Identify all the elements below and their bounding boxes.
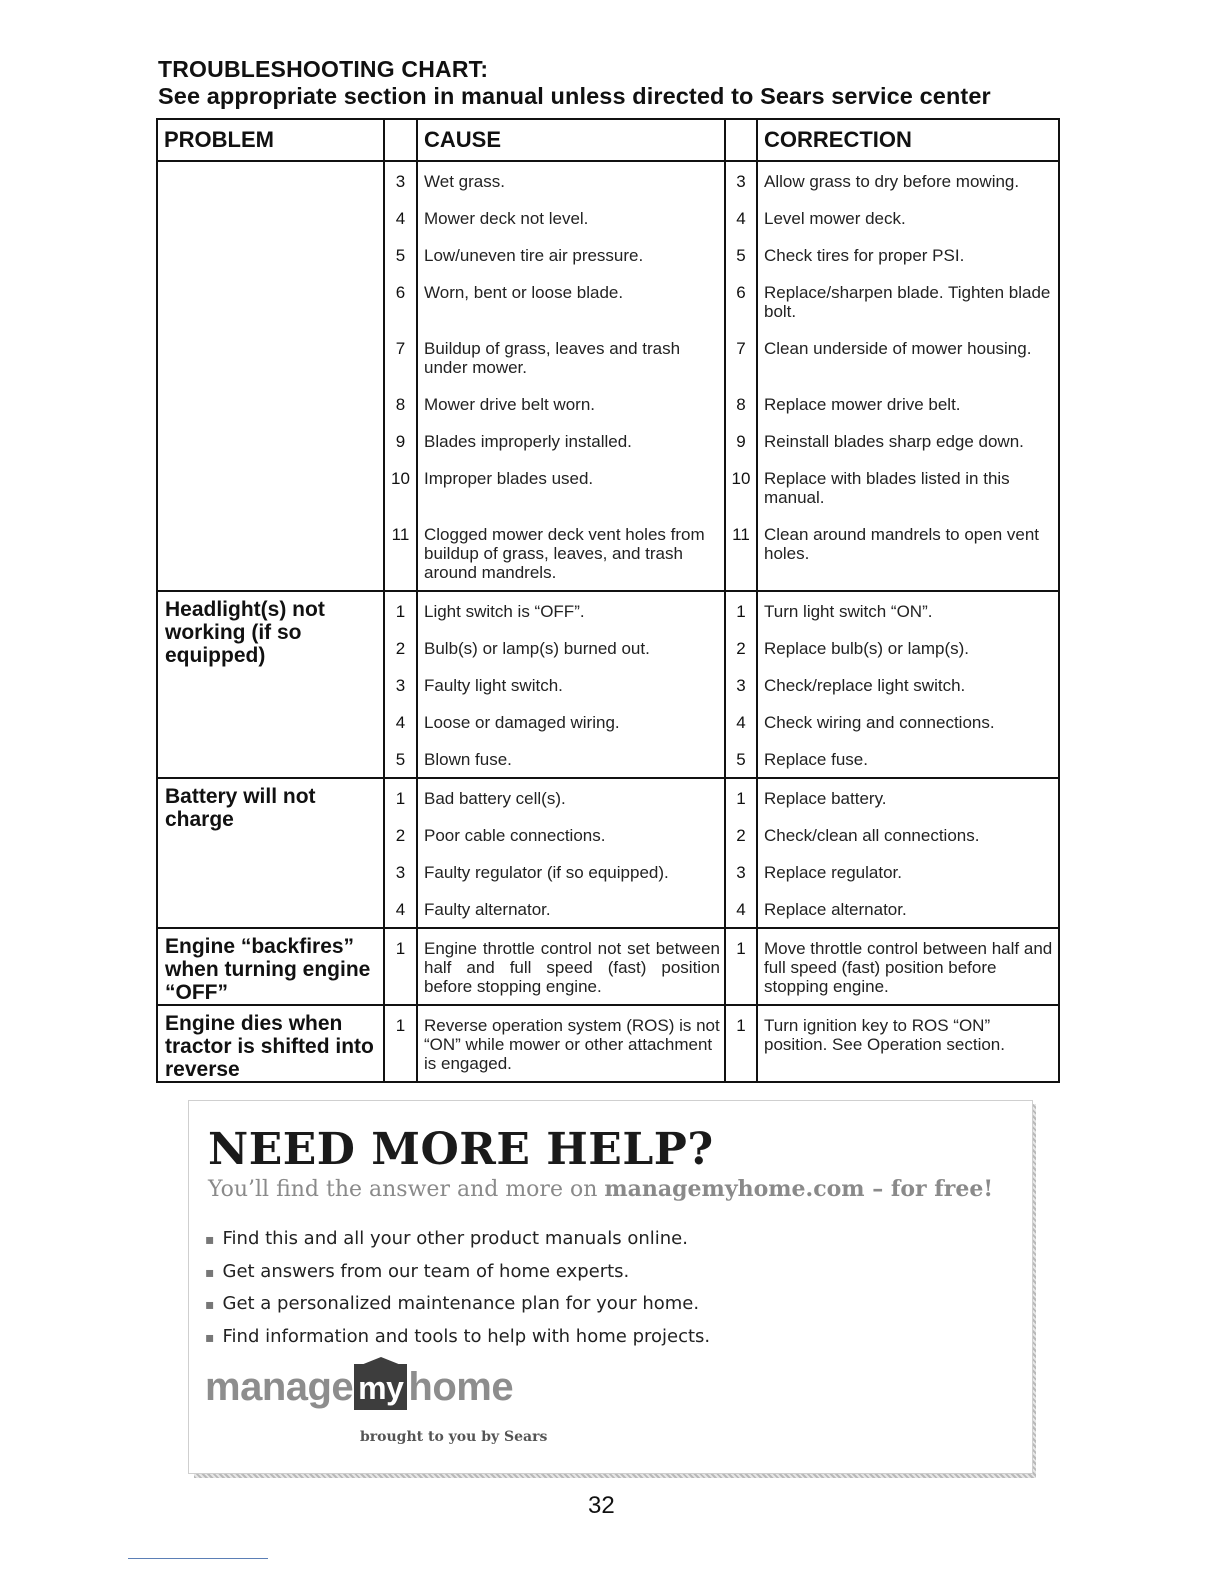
problem-cell: Engine “backfires” when turning engine “OFF”	[157, 928, 384, 1005]
cause-number: 1	[384, 1005, 417, 1082]
correction-text: Check/replace light switch.	[757, 666, 1059, 703]
cause-text: Blades improperly installed.	[417, 422, 725, 459]
cause-number: 7	[384, 329, 417, 385]
header-cause: CAUSE	[417, 119, 725, 161]
correction-text: Replace with blades listed in this manual.	[757, 459, 1059, 515]
correction-text: Replace/sharpen blade. Tighten blade bolt.	[757, 273, 1059, 329]
correction-text: Replace regulator.	[757, 853, 1059, 890]
cause-number: 4	[384, 703, 417, 740]
cause-text: Bad battery cell(s).	[417, 778, 725, 816]
help-bullet-text: Find this and all your other product manuals online.	[222, 1228, 688, 1249]
help-bullet-text: Get a personalized maintenance plan for your home.	[222, 1293, 700, 1314]
cause-text: Faulty light switch.	[417, 666, 725, 703]
correction-text: Clean underside of mower housing.	[757, 329, 1059, 385]
cause-number: 4	[384, 199, 417, 236]
cause-number: 1	[384, 778, 417, 816]
help-bullet	[205, 1259, 710, 1292]
cause-number: 2	[384, 629, 417, 666]
correction-text: Check tires for proper PSI.	[757, 236, 1059, 273]
cause-text: Engine throttle control not set between half and full speed (fast) position before stopping engine.	[417, 928, 725, 1005]
cause-text: Reverse operation system (ROS) is not “ON” while mower or other attachment is engaged.	[417, 1005, 725, 1082]
cause-text: Worn, bent or loose blade.	[417, 273, 725, 329]
correction-number: 8	[725, 385, 757, 422]
managemyhome-logo	[205, 1364, 513, 1410]
cause-text: Mower deck not level.	[417, 199, 725, 236]
help-bullet	[205, 1324, 710, 1357]
cause-text: Clogged mower deck vent holes from buildup of grass, leaves, and trash around mandrels.	[417, 515, 725, 591]
help-sub-site: managemyhome.com	[604, 1176, 865, 1202]
table-row	[157, 591, 1059, 629]
cause-number: 1	[384, 591, 417, 629]
cause-text: Buildup of grass, leaves and trash under mower.	[417, 329, 725, 385]
correction-number: 5	[725, 236, 757, 273]
correction-number: 1	[725, 591, 757, 629]
cause-number: 1	[384, 928, 417, 1005]
cause-text: Faulty alternator.	[417, 890, 725, 928]
help-bullet	[205, 1226, 710, 1259]
page-number: 32	[588, 1492, 615, 1519]
correction-number: 3	[725, 853, 757, 890]
cause-number: 8	[384, 385, 417, 422]
logo-left-text: manage	[205, 1364, 354, 1409]
cause-text: Low/uneven tire air pressure.	[417, 236, 725, 273]
correction-number: 3	[725, 666, 757, 703]
help-bullet-list	[205, 1226, 710, 1356]
cause-number: 10	[384, 459, 417, 515]
logo-tagline: brought to you by Sears	[360, 1429, 548, 1445]
correction-text: Turn light switch “ON”.	[757, 591, 1059, 629]
correction-text: Replace fuse.	[757, 740, 1059, 778]
table-row	[157, 778, 1059, 816]
cause-text: Improper blades used.	[417, 459, 725, 515]
correction-number: 1	[725, 778, 757, 816]
correction-number: 4	[725, 890, 757, 928]
footer-line	[128, 1558, 268, 1559]
troubleshooting-table	[156, 118, 1060, 1083]
cause-text: Wet grass.	[417, 161, 725, 199]
help-bullet-text: Get answers from our team of home experts.	[222, 1260, 630, 1282]
cause-number: 6	[384, 273, 417, 329]
cause-text: Mower drive belt worn.	[417, 385, 725, 422]
cause-text: Poor cable connections.	[417, 816, 725, 853]
help-subheadline	[208, 1176, 993, 1202]
correction-text: Replace alternator.	[757, 890, 1059, 928]
cause-text: Faulty regulator (if so equipped).	[417, 853, 725, 890]
cause-text: Loose or damaged wiring.	[417, 703, 725, 740]
help-bullet	[205, 1291, 710, 1324]
logo-right-text: home	[408, 1364, 514, 1409]
cause-number: 3	[384, 666, 417, 703]
correction-number: 6	[725, 273, 757, 329]
correction-number: 5	[725, 740, 757, 778]
correction-number: 9	[725, 422, 757, 459]
correction-text: Check wiring and connections.	[757, 703, 1059, 740]
header-correction: CORRECTION	[757, 119, 1059, 161]
correction-text: Replace mower drive belt.	[757, 385, 1059, 422]
cause-text: Blown fuse.	[417, 740, 725, 778]
bullet-icon: ▪	[205, 1329, 215, 1346]
cause-number: 9	[384, 422, 417, 459]
header-cause-num	[384, 119, 417, 161]
cause-text: Bulb(s) or lamp(s) burned out.	[417, 629, 725, 666]
cause-number: 5	[384, 236, 417, 273]
house-roof-icon	[356, 1357, 406, 1367]
cause-number: 2	[384, 816, 417, 853]
correction-text: Replace bulb(s) or lamp(s).	[757, 629, 1059, 666]
help-sub-prefix: You’ll find the answer and more on	[208, 1177, 605, 1202]
correction-text: Check/clean all connections.	[757, 816, 1059, 853]
table-row	[157, 1005, 1059, 1082]
help-headline: NEED MORE HELP?	[208, 1124, 714, 1175]
chart-title: TROUBLESHOOTING CHART:	[158, 56, 489, 82]
correction-number: 2	[725, 816, 757, 853]
correction-text: Reinstall blades sharp edge down.	[757, 422, 1059, 459]
correction-number: 1	[725, 928, 757, 1005]
correction-number: 7	[725, 329, 757, 385]
correction-number: 1	[725, 1005, 757, 1082]
cause-number: 3	[384, 853, 417, 890]
problem-cell: Engine dies when tractor is shifted into reverse	[157, 1005, 384, 1082]
header-correction-num	[725, 119, 757, 161]
table-row	[157, 161, 1059, 199]
correction-number: 10	[725, 459, 757, 515]
correction-number: 4	[725, 703, 757, 740]
correction-text: Allow grass to dry before mowing.	[757, 161, 1059, 199]
cause-number: 5	[384, 740, 417, 778]
bullet-icon: ▪	[205, 1264, 215, 1281]
cause-number: 4	[384, 890, 417, 928]
cause-number: 11	[384, 515, 417, 591]
problem-cell	[157, 161, 384, 591]
logo-my-text: my	[358, 1370, 404, 1406]
cause-text: Light switch is “OFF”.	[417, 591, 725, 629]
table-row	[157, 928, 1059, 1005]
logo-my-badge	[354, 1364, 407, 1410]
correction-text: Level mower deck.	[757, 199, 1059, 236]
chart-subtitle: See appropriate section in manual unless directed to Sears service center	[158, 83, 991, 109]
header-problem: PROBLEM	[157, 119, 384, 161]
cause-number: 3	[384, 161, 417, 199]
correction-number: 2	[725, 629, 757, 666]
problem-cell: Battery will not charge	[157, 778, 384, 928]
correction-number: 4	[725, 199, 757, 236]
help-sub-suffix: – for free!	[864, 1176, 993, 1202]
help-bullet-text: Find information and tools to help with home projects.	[222, 1325, 711, 1347]
correction-text: Replace battery.	[757, 778, 1059, 816]
correction-number: 3	[725, 161, 757, 199]
bullet-icon: ▪	[205, 1297, 215, 1313]
bullet-icon: ▪	[205, 1232, 215, 1248]
correction-number: 11	[725, 515, 757, 591]
correction-text: Clean around mandrels to open vent holes.	[757, 515, 1059, 591]
correction-text: Turn ignition key to ROS “ON” position. See Operation section.	[757, 1005, 1059, 1082]
correction-text: Move throttle control between half and full speed (fast) position before stopping engine.	[757, 928, 1059, 1005]
problem-cell: Headlight(s) not working (if so equipped)	[157, 591, 384, 778]
